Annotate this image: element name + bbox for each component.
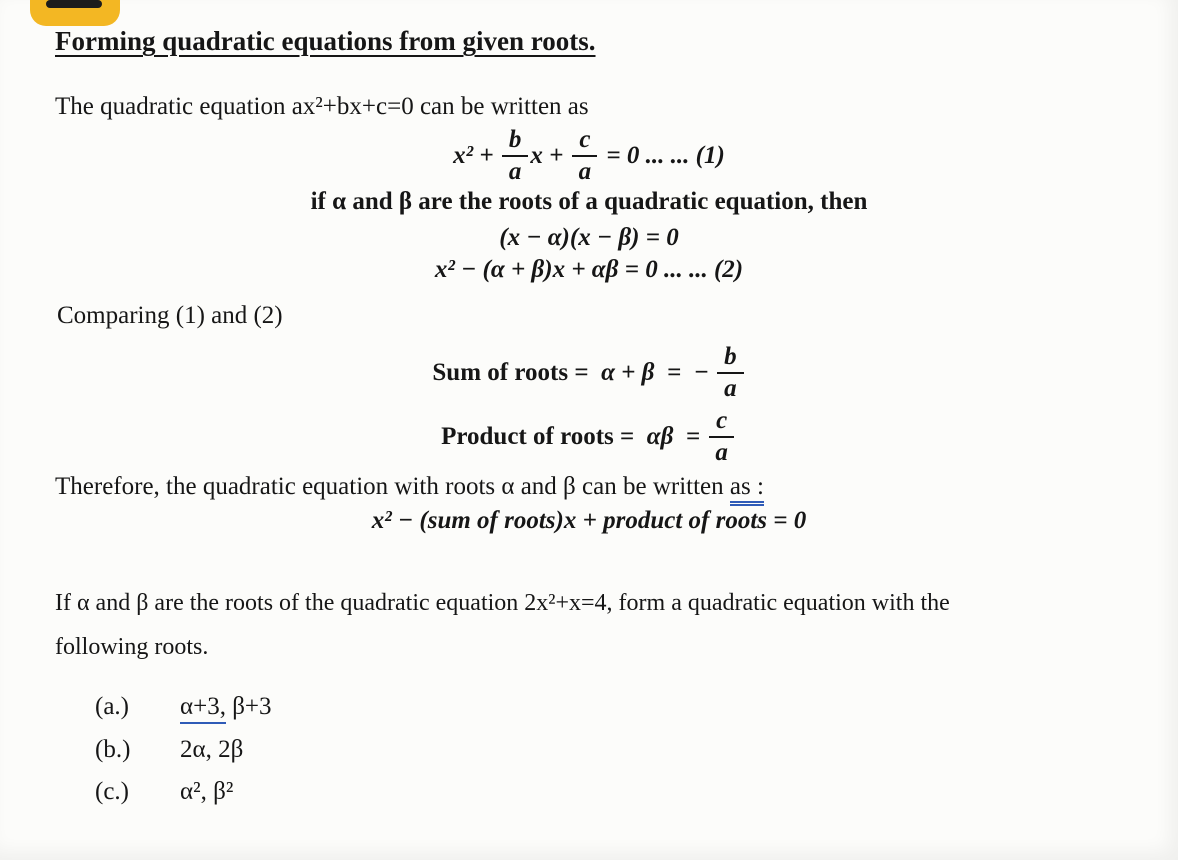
equation-1 <box>0 127 1178 186</box>
fraction-numerator: b <box>717 344 744 374</box>
sum-math: α + β = − <box>594 358 716 386</box>
eq1-mid: x + <box>530 142 570 170</box>
product-math: αβ = <box>640 423 707 451</box>
list-item-c <box>95 776 1178 809</box>
fraction-numerator: c <box>709 408 734 438</box>
product-of-roots-line <box>0 408 1178 467</box>
problem-line-2: following roots. <box>55 633 209 660</box>
item-label: (b.) <box>95 735 131 763</box>
item-text: 2α, 2β <box>180 735 244 763</box>
sum-of-roots-line <box>0 344 1178 403</box>
fraction-denominator: a <box>578 158 592 186</box>
roots-statement: if α and β are the roots of a quadratic equation, then <box>310 187 868 215</box>
item-label: (a.) <box>95 693 129 721</box>
comparing-text: Comparing (1) and (2) <box>57 301 283 329</box>
page-title: Forming quadratic equations from given roots. <box>55 26 596 56</box>
product-label: Product of roots = <box>441 423 641 451</box>
item-value <box>180 776 233 809</box>
sticker-badge <box>30 0 120 26</box>
eq1-lead: x² + <box>453 142 500 170</box>
item-underlined-text: α+3, <box>180 693 226 724</box>
list-item-a <box>95 691 1178 724</box>
item-label: (c.) <box>95 778 129 806</box>
therefore-underlined: as : <box>730 473 764 506</box>
sticker-glyph <box>46 0 102 8</box>
equation-4: x² − (sum of roots)x + product of roots = 0 <box>371 506 807 534</box>
sum-label: Sum of roots = <box>432 358 595 386</box>
fraction-denominator: a <box>715 439 728 467</box>
fraction-numerator: b <box>502 127 529 157</box>
item-text: β+3 <box>225 693 272 721</box>
item-value <box>180 691 272 724</box>
fraction-c-over-a <box>572 127 599 186</box>
problem-line-1: If α and β are the roots of the quadratic equation 2x²+x=4, form a quadratic equation with the <box>55 589 950 616</box>
item-value <box>180 734 243 767</box>
therefore-text <box>55 473 1178 501</box>
item-text: α², β² <box>180 778 234 806</box>
list-item-b <box>95 734 1178 767</box>
equation-2: (x − α)(x − β) = 0 <box>499 223 679 251</box>
intro-text: The quadratic equation ax²+bx+c=0 can be written as <box>55 93 589 120</box>
fraction-b-over-a <box>502 127 529 186</box>
fraction-b-over-a <box>717 344 744 403</box>
fraction-numerator: c <box>572 127 597 157</box>
fraction-denominator: a <box>724 374 737 402</box>
therefore-pre: Therefore, the quadratic equation with roots α and β can be written <box>55 472 730 500</box>
problem-statement <box>55 581 1178 670</box>
options-list <box>95 691 1178 809</box>
eq1-tail: = 0 ... ... (1) <box>600 142 725 170</box>
fraction-denominator: a <box>508 158 522 186</box>
fraction-c-over-a <box>708 408 735 467</box>
equation-3: x² − (α + β)x + αβ = 0 ... ... (2) <box>434 255 744 283</box>
